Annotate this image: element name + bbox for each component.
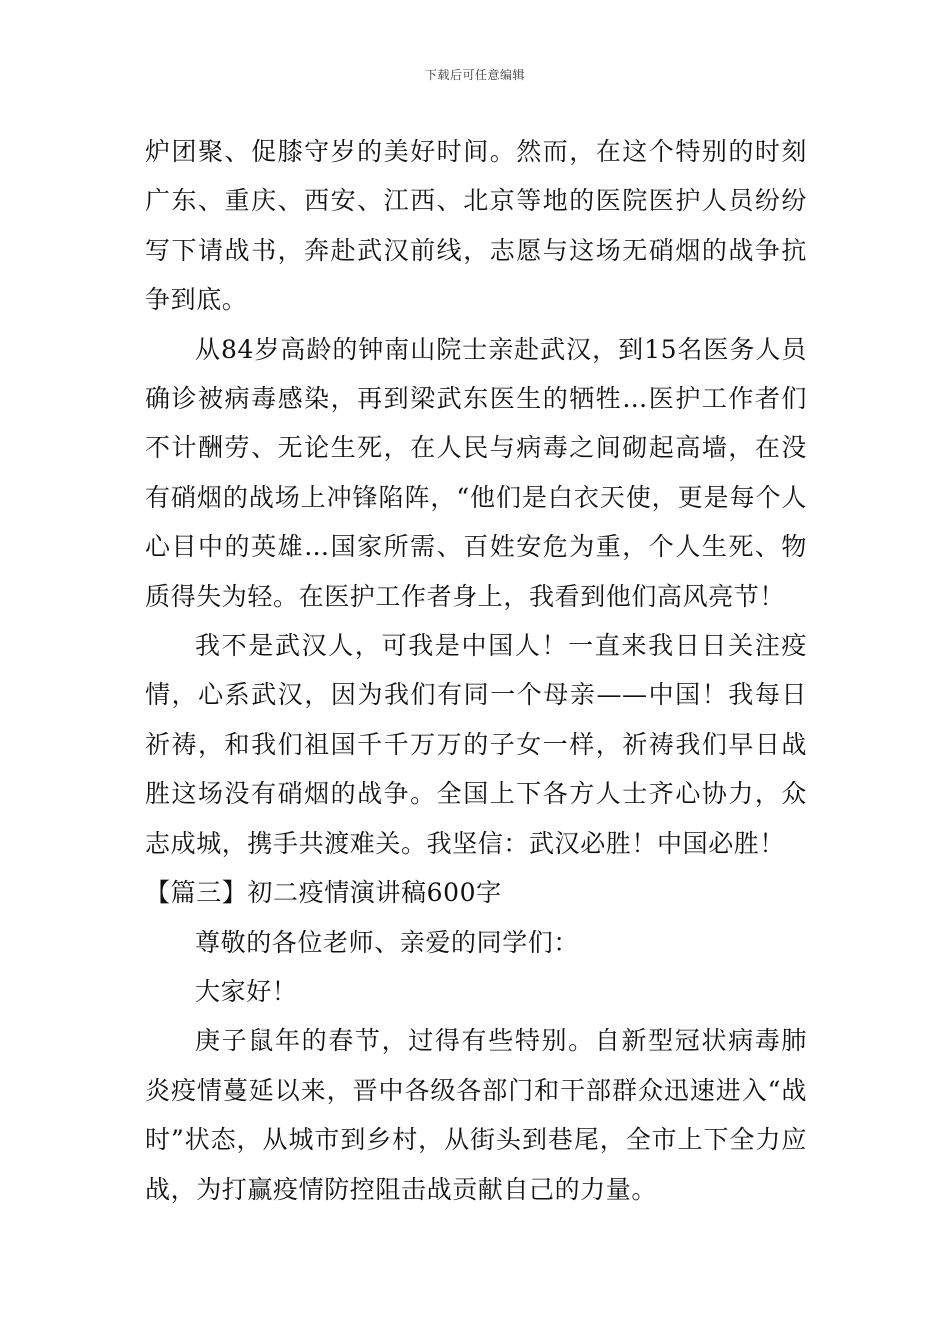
salutation: 尊敬的各位老师、亲爱的同学们： bbox=[195, 927, 580, 957]
greeting: 大家好！ bbox=[195, 976, 298, 1006]
download-note: 下载后可任意编辑 bbox=[424, 68, 525, 82]
paragraph-continuation: 炉团聚、促膝守岁的美好时间。然而，在这个特别的时刻广东、重庆、西安、江西、北京等地的医院医护人员纷纷写下请战书，奔赴武汉前线，志愿与这场无硝烟的战争抗争到底。 bbox=[145, 137, 807, 315]
section-heading: 【篇三】初二疫情演讲稿600字 bbox=[145, 878, 502, 908]
paragraph-spring-festival: 庚子鼠年的春节，过得有些特别。自新型冠状病毒肺炎疫情蔓延以来，晋中各级各部门和干部群众迅速进入“战时”状态，从城市到乡村，从街头到巷尾，全市上下全力应战，为打赢疫情防控阻击战贡献自己的力量。 bbox=[145, 1026, 807, 1204]
paragraph-wuhan-support: 我不是武汉人，可我是中国人！一直来我日日关注疫情，心系武汉，因为我们有同一个母亲——中国！我每日祈祷，和我们祖国千千万万的子女一样，祈祷我们早日战胜这场没有硝烟的战争。全国上下各方人士齐心协力，众志成城，携手共渡难关。我坚信：武汉必胜！中国必胜！ bbox=[145, 631, 807, 858]
document-body bbox=[145, 127, 807, 1214]
paragraph-medical-workers: 从84岁高龄的钟南山院士亲赴武汉，到15名医务人员确诊被病毒感染，再到梁武东医生的牺牲…医护工作者们不计酬劳、无论生死，在人民与病毒之间砌起高墙，在没有硝烟的战场上冲锋陷阵，“他们是白衣天使，更是每个人心目中的英雄…国家所需、百姓安危为重，个人生死、物质得失为轻。在医护工作者身上，我看到他们高风亮节！ bbox=[145, 334, 807, 611]
